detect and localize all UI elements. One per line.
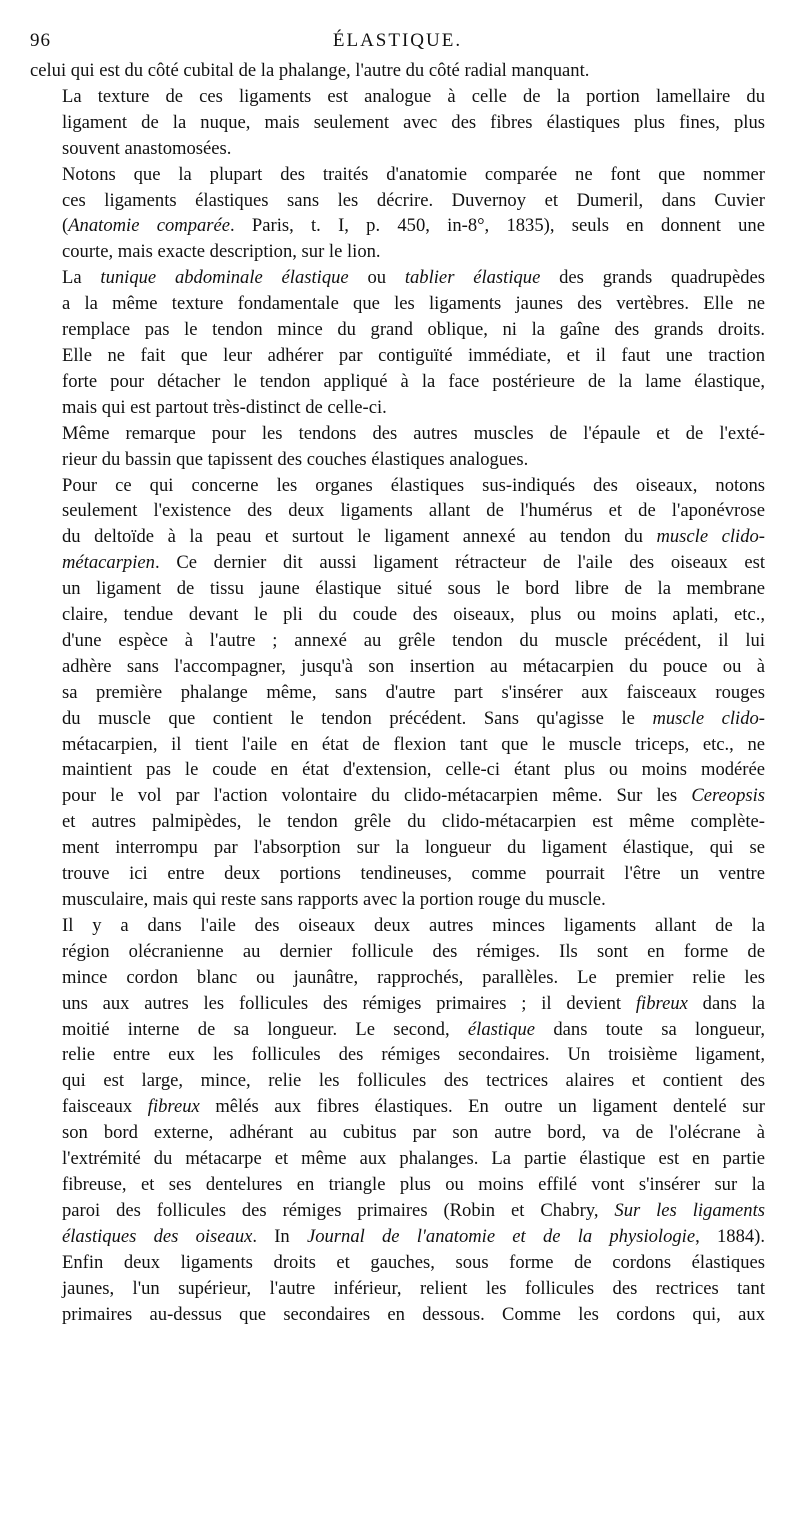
- text-line: jaunes, l'un supérieur, l'autre inférieur, relient les follicules des rectrices tant: [62, 1277, 765, 1299]
- text-line: ligament de la nuque, mais seulement avec des fibres élastiques plus fines, plus: [62, 111, 765, 133]
- text-line: sa première phalange même, sans d'autre part s'insérer aux faisceaux rouges: [62, 681, 765, 703]
- text-line: Elle ne fait que leur adhérer par contiguïté immédiate, et il faut une traction: [62, 344, 765, 366]
- text-line: son bord externe, adhérant au cubitus par son autre bord, va de l'olécrane à: [62, 1122, 765, 1144]
- text-line: Pour ce qui concerne les organes élastiques sus-indiqués des oiseaux, notons: [62, 474, 765, 496]
- text-line: a la même texture fondamentale que les ligaments jaunes des vertèbres. Elle ne: [62, 293, 765, 315]
- paragraph: [30, 162, 765, 266]
- text-line: mais qui est partout très-distinct de celle-ci.: [62, 396, 387, 418]
- text-line: métacarpien, il tient l'aile en état de flexion tant que le muscle triceps, etc., ne: [62, 733, 765, 755]
- text-line: d'une espèce à l'autre ; annexé au grêle tendon du muscle précédent, il lui: [62, 629, 765, 651]
- text-line: La texture de ces ligaments est analogue à celle de la portion lamellaire du: [62, 85, 765, 107]
- text-line: forte pour détacher le tendon appliqué à la face postérieure de la lame élastique,: [62, 370, 765, 392]
- text-line: Même remarque pour les tendons des autres muscles de l'épaule et de l'exté-: [62, 422, 765, 444]
- text-line: Enfin deux ligaments droits et gauches, sous forme de cordons élastiques: [62, 1251, 765, 1273]
- text-line: Notons que la plupart des traités d'anatomie comparée ne font que nommer: [62, 163, 765, 185]
- text-line: mince cordon blanc ou jaunâtre, rapprochés, parallèles. Le premier relie les: [62, 966, 765, 988]
- text-line: claire, tendue devant le pli du coude des oiseaux, plus ou moins aplati, etc.,: [62, 604, 765, 626]
- paragraph: [30, 58, 765, 84]
- text-line: ces ligaments élastiques sans les décrire. Duvernoy et Dumeril, dans Cuvier: [62, 189, 765, 211]
- text-line: celui qui est du côté cubital de la phalange, l'autre du côté radial manquant.: [30, 60, 590, 81]
- text-line: maintient pas le coude en état d'extension, celle-ci étant plus ou moins modérée: [62, 759, 765, 781]
- text-line: élastiques des oiseaux. In Journal de l'anatomie et de la physiologie, 1884).: [62, 1225, 765, 1247]
- body-text: [30, 58, 765, 1327]
- paragraph: [30, 913, 765, 1328]
- running-title: ÉLASTIQUE.: [332, 30, 463, 51]
- text-line: qui est large, mince, relie les follicules des tectrices alaires et contient des: [62, 1070, 765, 1092]
- page-header: [30, 30, 765, 58]
- text-line: l'extrémité du métacarpe et même aux phalanges. La partie élastique est en partie: [62, 1148, 765, 1170]
- text-line: adhère sans l'accompagner, jusqu'à son insertion au métacarpien du pouce ou à: [62, 655, 765, 677]
- paragraph: [30, 473, 765, 913]
- text-line: primaires au-dessus que secondaires en dessous. Comme les cordons qui, aux: [62, 1303, 765, 1325]
- text-line: courte, mais exacte description, sur le lion.: [62, 241, 381, 263]
- text-line: région olécranienne au dernier follicule des rémiges. Ils sont en forme de: [62, 940, 765, 962]
- text-line: souvent anastomosées.: [62, 137, 232, 159]
- text-line: du muscle que contient le tendon précédent. Sans qu'agisse le muscle clido-: [62, 707, 765, 729]
- book-page: [30, 30, 765, 1327]
- text-line: fibreuse, et ses dentelures en triangle plus ou moins effilé vont s'insérer sur la: [62, 1173, 765, 1195]
- text-line: (Anatomie comparée. Paris, t. I, p. 450, in-8°, 1835), seuls en donnent une: [62, 215, 765, 237]
- text-line: moitié interne de sa longueur. Le second, élastique dans toute sa longueur,: [62, 1018, 765, 1040]
- text-line: du deltoïde à la peau et surtout le ligament annexé au tendon du muscle clido-: [62, 526, 765, 548]
- paragraph: [30, 421, 765, 473]
- page-number: 96: [30, 30, 51, 51]
- text-line: paroi des follicules des rémiges primaires (Robin et Chabry, Sur les ligaments: [62, 1199, 765, 1221]
- text-line: faisceaux fibreux mêlés aux fibres élastiques. En outre un ligament dentelé sur: [62, 1096, 765, 1118]
- paragraph: [30, 84, 765, 162]
- text-line: ment interrompu par l'absorption sur la longueur du ligament élastique, qui se: [62, 837, 765, 859]
- text-line: pour le vol par l'action volontaire du clido-métacarpien même. Sur les Cereopsis: [62, 785, 765, 807]
- text-line: relie entre eux les follicules des rémiges secondaires. Un troisième ligament,: [62, 1044, 765, 1066]
- text-line: Il y a dans l'aile des oiseaux deux autres minces ligaments allant de la: [62, 914, 765, 936]
- text-line: un ligament de tissu jaune élastique situé sous le bord libre de la membrane: [62, 578, 765, 600]
- text-line: métacarpien. Ce dernier dit aussi ligament rétracteur de l'aile des oiseaux est: [62, 552, 765, 574]
- text-line: seulement l'existence des deux ligaments allant de l'humérus et de l'aponévrose: [62, 500, 765, 522]
- text-line: musculaire, mais qui reste sans rapports avec la portion rouge du muscle.: [62, 889, 606, 910]
- text-line: et autres palmipèdes, le tendon grêle du clido-métacarpien est même complète-: [62, 811, 765, 833]
- text-line: uns aux autres les follicules des rémiges primaires ; il devient fibreux dans la: [62, 992, 765, 1014]
- text-line: remplace pas le tendon mince du grand oblique, ni la gaîne des grands droits.: [62, 319, 765, 341]
- text-line: La tunique abdominale élastique ou tablier élastique des grands quadrupèdes: [62, 267, 765, 289]
- text-line: trouve ici entre deux portions tendineuses, comme pourrait l'être un ventre: [62, 863, 765, 885]
- paragraph: [30, 265, 765, 420]
- text-line: rieur du bassin que tapissent des couches élastiques analogues.: [62, 448, 529, 470]
